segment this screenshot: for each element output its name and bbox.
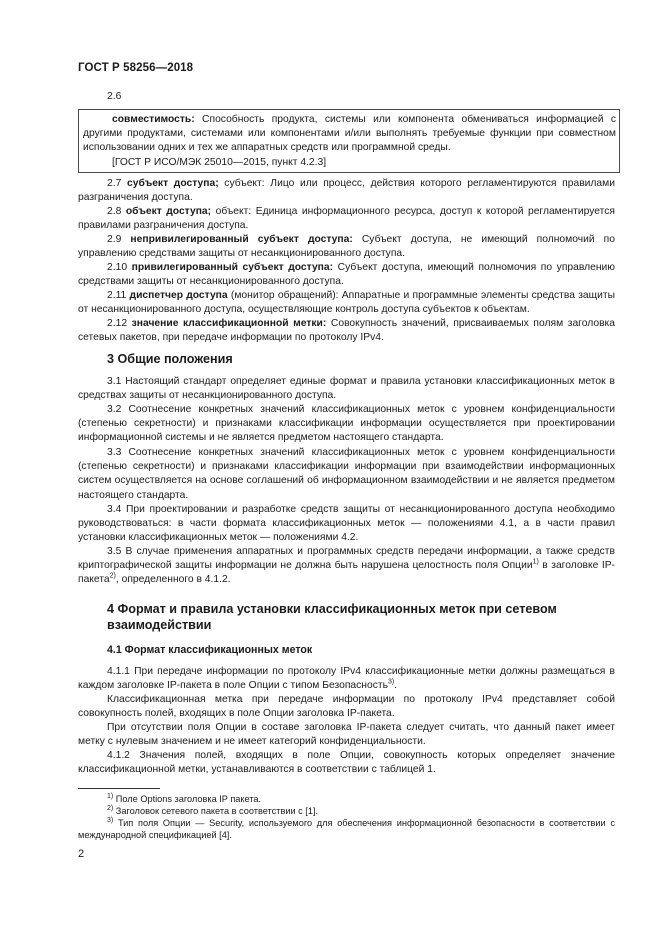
box-source: [ГОСТ Р ИСО/МЭК 25010—2015, пункт 4.2.3] [112,156,327,168]
footnote-ref-2: 2) [109,572,116,580]
footnote-3: $^{3)}$ Тип поля Опции — Security, используемого для обеспечения информационной безопасности в соответствии с международной спецификацией [4]. [78,816,615,841]
term-2-7: 2.7 субъект доступа; субъект: Лицо или процесс, действия которого регламентируются правилами разграничения доступа. [78,178,615,204]
page-number: 2 [78,848,85,860]
definition-box [78,109,620,173]
footnote-separator [78,788,160,789]
item-2-6-number: 2.6 [107,91,122,102]
term-2-10: 2.10 привилегированный субъект доступа: Субъект доступа, имеющий полномочия по управлению средствами защиты от несанкционированного доступа. [78,262,615,288]
footnote-1: $^{1)}$ Поле Options заголовка IP пакета. [107,792,262,804]
para-4-1-2: 4.1.2 Значения полей, входящих в поле Опции, совокупность которых определяет значение классификационной метки, устанавливаются в соответствии с таблицей 1. [78,750,615,776]
para-no-options: При отсутствии поля Опции в составе заголовка IP-пакета следует считать, что данный пакет имеет метку с нулевым значением и не имеет категорий конфиденциальности. [78,722,615,748]
term-2-9: 2.9 непривилегированный субъект доступа: Субъект доступа, не имеющий полномочий по управлению средствами защиты от несанкционированного доступа. [78,234,615,260]
para-3-3: 3.3 Соотнесение конкретных значений классификационных меток с уровнем конфиденциальности (степенью секретности) и признаками классификации информации при взаимодействии информационных систем осуществляется на основе соглашений об информационном взаимодействии и не является предметом настоящего стандарта. [78,447,615,501]
term-2-8: 2.8 объект доступа; объект: Единица информационного ресурса, доступ к которой регламентируется правилами разграничения доступа. [78,206,615,232]
box-text: Способность продукта, системы или компонента обмениваться информацией с другими продуктами, системами или компонентами и/или выполнять требуемые функции при совместном использовании одних и тех же аппаратных средств или программной среды. [83,114,616,154]
box-definition [83,113,616,156]
box-term: совместимость: [112,114,195,125]
term-2-11: 2.11 диспетчер доступа (монитор обращений): Аппаратные и программные элементы средства защиты от несанкционированного доступа, осуществляющие контроль доступа субъектов к объектам. [78,290,615,316]
para-3-2: 3.2 Соотнесение конкретных значений классификационных меток с уровнем конфиденциальности (степенью секретности) и признаками классификации информации осуществляется при проектировании информационной системы и не является предметом настоящего стандарта. [78,404,615,444]
section-4-heading: 4 Формат и правила установки классификационных меток при сетевом взаимодействии [107,602,557,632]
footnote-ref-3: 3) [387,678,395,686]
para-label-definition: Классификационная метка при передаче информации по протоколу IPv4 представляет собой совокупность полей, входящих в поле Опции заголовка IP-пакета. [78,694,615,720]
subsection-4-1-heading: 4.1 Формат классификационных меток [107,644,313,656]
footnote-2: $^{2)}$ Заголовок сетевого пакета в соответствии с [1]. [107,804,319,816]
para-4-1-1: 4.1.1 При передаче информации по протоколу IPv4 классификационные метки должны размещаться в каждом заголовке IP-пакета в поле Опции с типом Безопасность$^{3)}$. [78,666,615,692]
section-3-heading: 3 Общие положения [107,352,233,366]
para-3-1: 3.1 Настоящий стандарт определяет единые формат и правила установки классификационных меток в средствах защиты от несанкционированного доступа. [78,376,615,402]
para-3-5: 3.5 В случае применения аппаратных и программных средств передачи информации, а также средств криптографической защиты информации не должна быть нарушена целостность поля Опции$^{1)}$ в заголовке IP-пакета$^{2)}$, определенного в 4.1.2. [78,546,615,586]
footnote-ref-1: 1) [532,558,539,566]
term-2-12: 2.12 значение классификационной метки: Совокупность значений, присваиваемых полям заголовка сетевых пакетов, при передаче информации по протоколу IPv4. [78,318,615,344]
standard-header: ГОСТ Р 58256—2018 [78,62,194,74]
para-3-4: 3.4 При проектировании и разработке средств защиты от несанкционированного доступа необходимо руководствоваться: в части формата классификационных меток — положениями 4.1, а в части правил установки классификационных меток — положениями 4.2. [78,504,615,544]
